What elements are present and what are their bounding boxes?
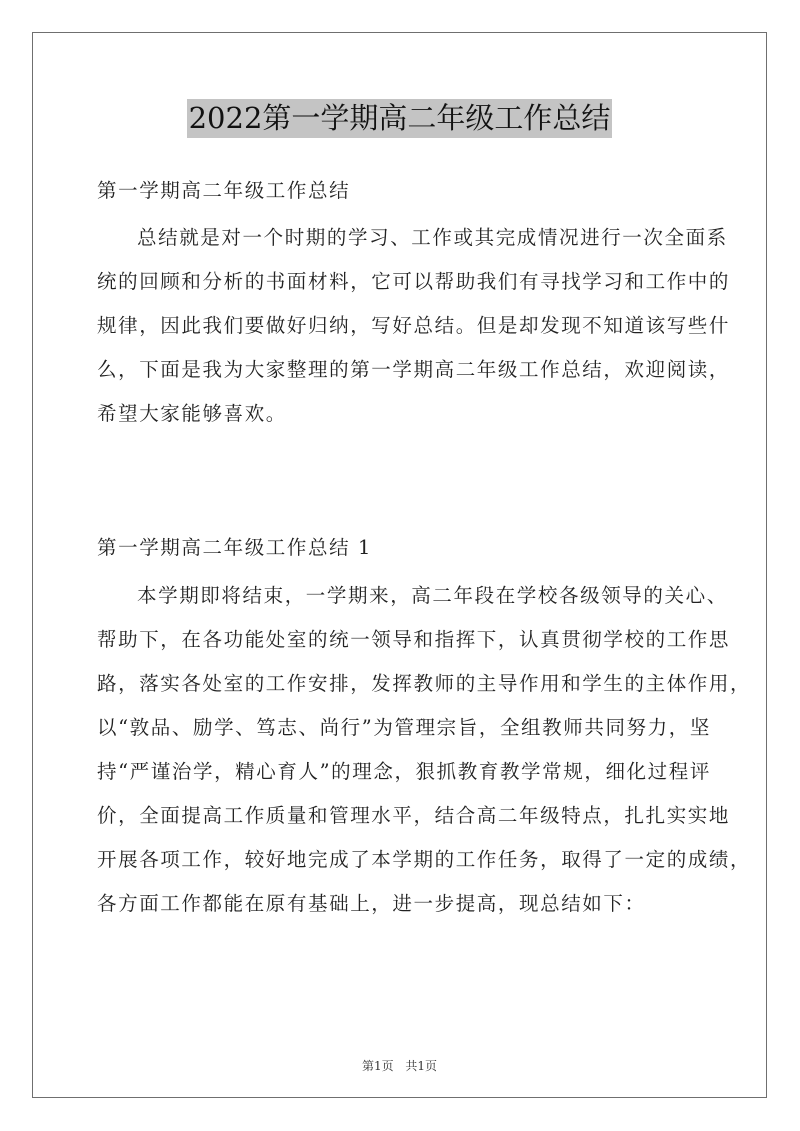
page-footer — [33, 1057, 766, 1074]
title-container — [33, 99, 766, 138]
section1-line-4: 以“敦品、励学、笃志、尚行”为管理宗旨，全组教师共同努力，坚 — [97, 716, 711, 739]
intro-line-4: 么，下面是我为大家整理的第一学期高二年级工作总结，欢迎阅读， — [97, 358, 731, 381]
document-page — [32, 32, 767, 1098]
section1-line-2: 帮助下，在各功能处室的统一领导和指挥下，认真贯彻学校的工作思 — [97, 628, 731, 651]
section1-heading: 第一学期高二年级工作总结 1 — [97, 536, 373, 559]
section1-line-6: 价，全面提高工作质量和管理水平，结合高二年级特点，扎扎实实地 — [97, 804, 731, 827]
intro-line-2: 统的回顾和分析的书面材料，它可以帮助我们有寻找学习和工作中的 — [97, 270, 731, 293]
section1-line-5: 持“严谨治学，精心育人”的理念，狠抓教育教学常规，细化过程评 — [97, 760, 711, 783]
document-subtitle: 第一学期高二年级工作总结 — [97, 179, 351, 202]
section1-line-3: 路，落实各处室的工作安排，发挥教师的主导作用和学生的主体作用， — [97, 672, 752, 695]
intro-line-3: 规律，因此我们要做好归纳，写好总结。但是却发现不知道该写些什 — [97, 314, 731, 337]
section1-line-7: 开展各项工作，较好地完成了本学期的工作任务，取得了一定的成绩， — [97, 848, 752, 871]
intro-line-5: 希望大家能够喜欢。 — [97, 402, 287, 425]
page-number-total: 共1页 — [405, 1059, 438, 1073]
page-number-current: 第1页 — [361, 1059, 394, 1073]
document-title: 2022第一学期高二年级工作总结 — [187, 99, 613, 138]
section1-line-8: 各方面工作都能在原有基础上，进一步提高，现总结如下： — [97, 892, 646, 915]
section1-line-1: 本学期即将结束，一学期来，高二年段在学校各级领导的关心、 — [137, 584, 728, 607]
intro-line-1: 总结就是对一个时期的学习、工作或其完成情况进行一次全面系 — [137, 226, 728, 249]
